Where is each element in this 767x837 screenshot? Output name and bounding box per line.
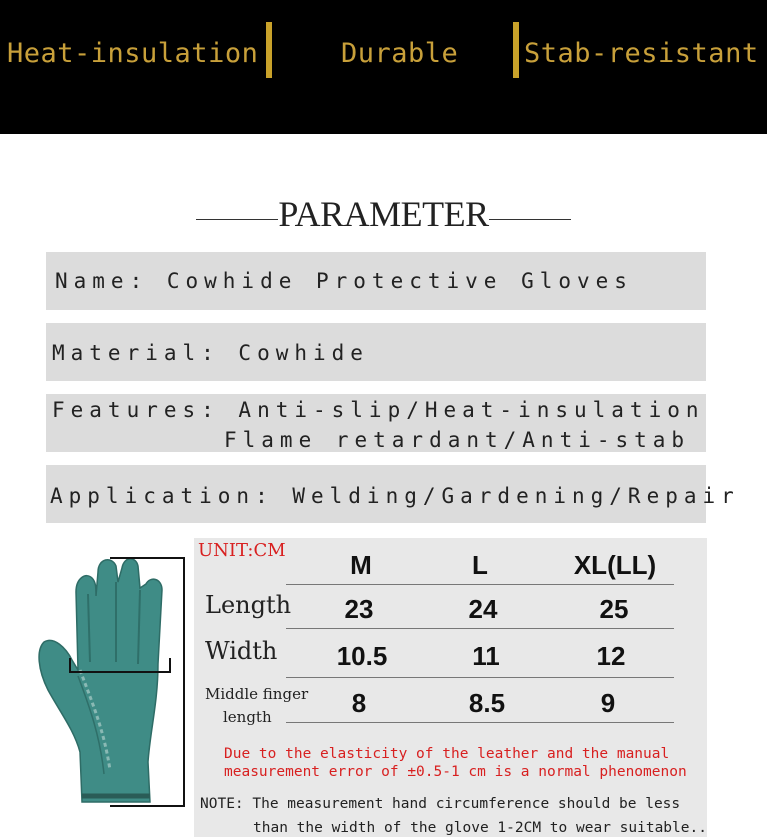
feature-heat-insulation: Heat-insulation [7,38,259,69]
elasticity-note-line1: Due to the elasticity of the leather and the manual [224,746,670,762]
application-text: Application: Welding/Gardening/Repair [50,484,740,508]
measurement-note-line1: NOTE: The measurement hand circumference should be less [200,796,681,812]
glove-illustration [30,552,190,812]
feature-durable: Durable [341,38,459,69]
length-m: 23 [344,594,374,624]
length-xl: 25 [599,594,629,624]
table-rule [286,584,674,585]
name-row [46,252,706,310]
header-xl: XL(LL) [573,550,657,580]
gold-divider [266,22,272,78]
finger-m: 8 [351,688,367,718]
parameter-heading [0,193,767,235]
features-row [46,394,706,452]
title-rule-left [196,219,278,220]
glove-image [30,552,190,812]
features-text-line2: Flame retardant/Anti-stab [224,428,691,452]
measurement-note-line2: than the width of the glove 1-2CM to wear suitable.. [253,820,707,836]
unit-label: UNIT:CM [198,540,286,561]
features-text-line1: Features: Anti-slip/Heat-insulation [52,398,705,422]
feature-stab-resistant: Stab-resistant [524,38,759,69]
length-l: 24 [468,594,498,624]
row-label-middle-finger-length: length [223,708,272,726]
header-l: L [472,550,488,580]
finger-l: 8.5 [468,688,506,718]
material-text: Material: Cowhide [52,341,369,365]
name-text: Name: Cowhide Protective Gloves [55,269,633,293]
header-m: M [350,550,372,580]
row-label-length: Length [205,591,292,619]
width-l: 11 [472,641,500,671]
table-rule [286,722,674,723]
table-rule [286,628,674,629]
width-xl: 12 [596,641,626,671]
row-label-width: Width [205,637,278,665]
material-row [46,323,706,381]
application-row [46,465,740,523]
title-rule-right [489,219,571,220]
finger-xl: 9 [600,688,616,718]
row-label-middle-finger: Middle finger [205,685,309,703]
width-m: 10.5 [336,641,388,671]
gold-divider [513,22,519,78]
elasticity-note-line2: measurement error of ±0.5-1 cm is a normal phenomenon [224,764,687,780]
feature-banner [0,0,767,134]
table-rule [286,677,674,678]
parameter-title: PARAMETER [278,194,489,234]
